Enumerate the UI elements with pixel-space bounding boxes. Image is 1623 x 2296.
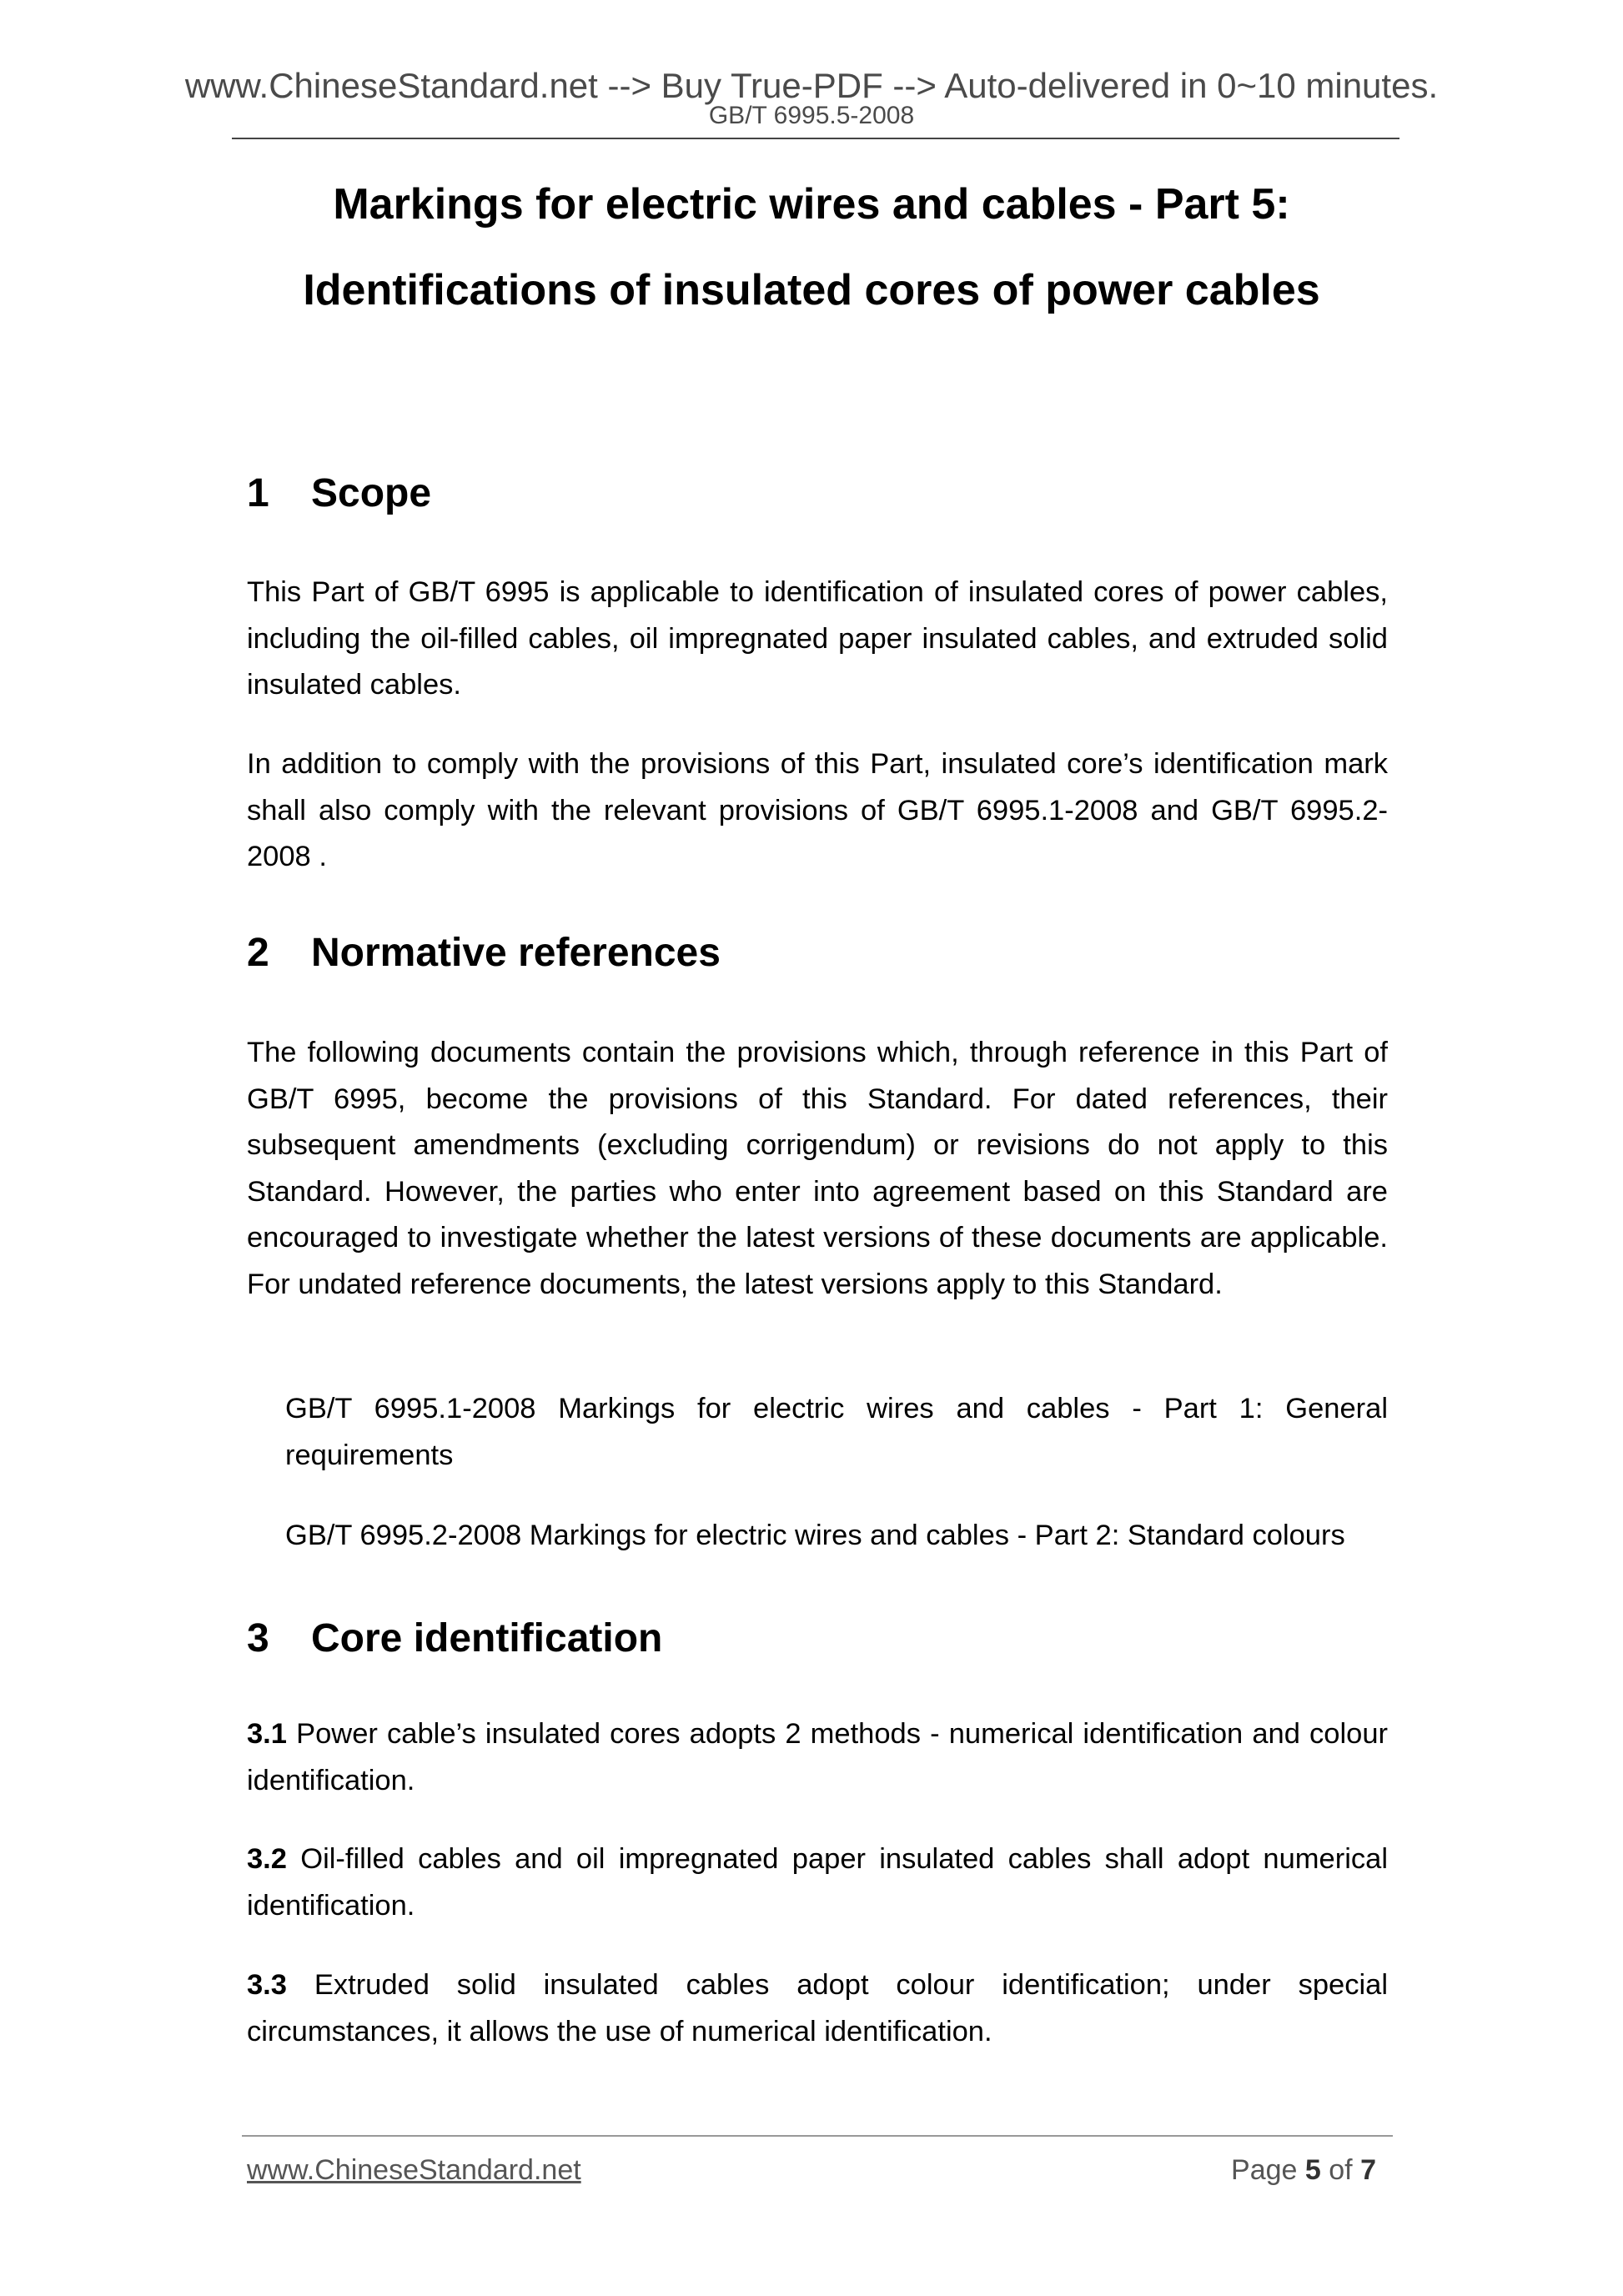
clause-3-3 <box>247 1962 1388 2055</box>
clause-number: 3.3 <box>247 1969 287 2001</box>
page-label: Page <box>1231 2154 1298 2186</box>
page-indicator <box>1231 2153 1376 2187</box>
clause-3-2 <box>247 1836 1388 1929</box>
section-title: Normative references <box>311 931 721 975</box>
section-2-heading <box>247 930 721 977</box>
scope-paragraph-2: In addition to comply with the provisions of this Part, insulated core’s identification mark shall also comply with the relevant provisions of GB/T 6995.1-2008 and GB/T 6995.2-2008 . <box>247 748 1388 872</box>
section-number: 2 <box>247 931 269 975</box>
reference-item-2: GB/T 6995.2-2008 Markings for electric wires and cables - Part 2: Standard colours <box>285 1520 1345 1551</box>
section-1-heading <box>247 470 431 517</box>
clause-text: Oil-filled cables and oil impregnated paper insulated cables shall adopt numerical identification. <box>247 1843 1388 1922</box>
section-number: 1 <box>247 471 269 515</box>
section-title: Core identification <box>311 1616 663 1660</box>
section-title: Scope <box>311 471 432 515</box>
reference-item-1: GB/T 6995.1-2008 Markings for electric wires and cables - Part 1: General requirements <box>285 1393 1388 1471</box>
document-title-line2: Identifications of insulated cores of power cables <box>303 266 1320 314</box>
clause-text: Extruded solid insulated cables adopt colour identification; under special circumstances, it allows the use of numerical identification. <box>247 1969 1388 2047</box>
scope-paragraph-1: This Part of GB/T 6995 is applicable to identification of insulated cores of power cables, including the oil-filled cables, oil impregnated paper insulated cables, and extruded solid insulated cables. <box>247 576 1388 701</box>
references-paragraph: The following documents contain the provisions which, through reference in this Part of GB/T 6995, become the provisions of this Standard. For dated references, their subsequent amendments (excluding corrigendum) or revisions do not apply to this Standard. However, the parties who enter into agreement based on this Standard are encouraged to investigate whether the latest versions of these documents are applicable. For undated reference documents, the latest versions apply to this Standard. <box>247 1037 1388 1300</box>
page-total: 7 <box>1360 2154 1376 2186</box>
section-number: 3 <box>247 1616 269 1660</box>
section-3-heading <box>247 1615 662 1662</box>
site-banner: www.ChineseStandard.net --> Buy True-PDF --> Auto-delivered in 0~10 minutes. <box>184 66 1439 105</box>
page-current: 5 <box>1304 2154 1321 2186</box>
clause-number: 3.2 <box>247 1843 287 1875</box>
clause-3-1 <box>247 1711 1388 1804</box>
standard-code: GB/T 6995.5-2008 <box>708 102 915 129</box>
clause-text: Power cable’s insulated cores adopts 2 methods - numerical identification and colour identification. <box>247 1718 1388 1796</box>
header-divider <box>232 138 1399 139</box>
page-of-label: of <box>1329 2154 1353 2186</box>
footer-divider <box>242 2135 1393 2137</box>
clause-number: 3.1 <box>247 1718 287 1750</box>
footer-site-link[interactable]: www.ChineseStandard.net <box>247 2154 581 2186</box>
document-title-line1: Markings for electric wires and cables - Part 5: <box>333 180 1290 229</box>
